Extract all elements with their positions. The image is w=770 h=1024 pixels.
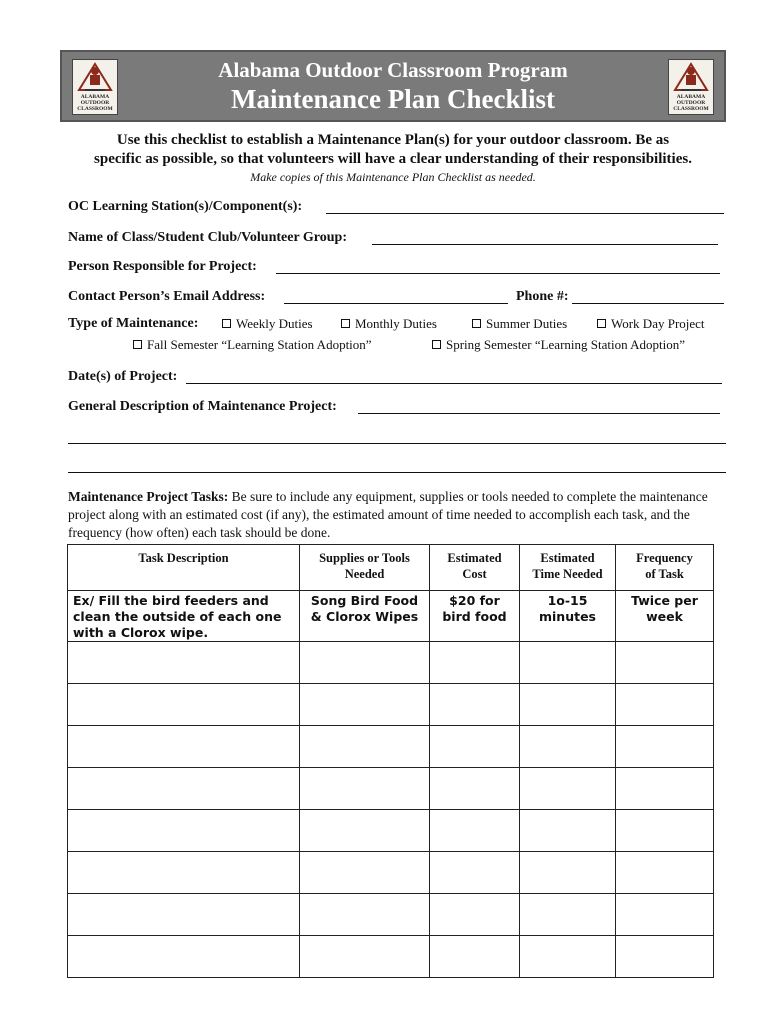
table-cell[interactable] xyxy=(300,936,430,978)
description-input-line[interactable] xyxy=(68,443,726,444)
table-cell[interactable] xyxy=(430,642,520,684)
table-cell[interactable] xyxy=(520,768,616,810)
tasks-table xyxy=(67,544,714,978)
table-row xyxy=(68,642,714,684)
option-label: Monthly Duties xyxy=(355,316,437,331)
table-row xyxy=(68,726,714,768)
option-label: Fall Semester “Learning Station Adoption” xyxy=(147,337,372,352)
table-cell[interactable] xyxy=(520,642,616,684)
table-row xyxy=(68,894,714,936)
checkbox-icon[interactable] xyxy=(472,319,481,328)
tasks-heading: Maintenance Project Tasks: xyxy=(68,489,229,504)
table-cell[interactable] xyxy=(300,810,430,852)
program-name: Alabama Outdoor Classroom Program xyxy=(218,58,568,82)
table-cell[interactable] xyxy=(616,810,714,852)
logo-text-line: OUTDOOR xyxy=(676,100,706,106)
description-input-line[interactable] xyxy=(358,413,720,414)
copies-note: Make copies of this Maintenance Plan Checklist as needed. xyxy=(250,170,536,184)
table-row xyxy=(68,810,714,852)
table-cell[interactable] xyxy=(68,726,300,768)
logo-text-line: CLASSROOM xyxy=(77,106,113,112)
example-frequency: Twice per week xyxy=(616,591,714,642)
page-title: Maintenance Plan Checklist xyxy=(231,84,555,114)
table-cell[interactable] xyxy=(300,642,430,684)
checkbox-icon[interactable] xyxy=(133,340,142,349)
program-logo-right xyxy=(668,59,714,115)
checkbox-icon[interactable] xyxy=(432,340,441,349)
station-input-line[interactable] xyxy=(326,213,724,214)
table-cell[interactable] xyxy=(300,726,430,768)
person-input-line[interactable] xyxy=(276,273,720,274)
table-cell[interactable] xyxy=(616,894,714,936)
dates-input-line[interactable] xyxy=(186,383,722,384)
table-cell[interactable] xyxy=(300,684,430,726)
table-cell[interactable] xyxy=(616,684,714,726)
table-cell[interactable] xyxy=(68,768,300,810)
option-spring-semester[interactable] xyxy=(432,337,685,353)
option-fall-semester[interactable] xyxy=(133,337,372,353)
logo-text-line: CLASSROOM xyxy=(673,106,709,112)
dates-label: Date(s) of Project: xyxy=(68,369,178,384)
table-cell[interactable] xyxy=(68,936,300,978)
table-cell[interactable] xyxy=(68,852,300,894)
example-row xyxy=(68,591,714,642)
col-header-cost: Estimated Cost xyxy=(430,545,520,591)
checkbox-icon[interactable] xyxy=(597,319,606,328)
option-weekly-duties[interactable] xyxy=(222,316,313,332)
example-cost: $20 for bird food xyxy=(430,591,520,642)
col-header-supplies: Supplies or Tools Needed xyxy=(300,545,430,591)
table-cell[interactable] xyxy=(616,642,714,684)
table-cell[interactable] xyxy=(520,810,616,852)
table-cell[interactable] xyxy=(520,726,616,768)
table-cell[interactable] xyxy=(520,684,616,726)
table-cell[interactable] xyxy=(68,894,300,936)
table-cell[interactable] xyxy=(520,852,616,894)
intro-line-2: specific as possible, so that volunteers will have a clear understanding of their responsibilities. xyxy=(94,151,692,167)
col-header-frequency: Frequency of Task xyxy=(616,545,714,591)
option-monthly-duties[interactable] xyxy=(341,316,437,332)
table-cell[interactable] xyxy=(520,936,616,978)
logo-text-line: OUTDOOR xyxy=(80,100,110,106)
table-header-row xyxy=(68,545,714,591)
table-cell[interactable] xyxy=(430,810,520,852)
table-row xyxy=(68,684,714,726)
table-row xyxy=(68,936,714,978)
table-row xyxy=(68,768,714,810)
maintenance-type-label: Type of Maintenance: xyxy=(68,316,199,331)
example-task: Ex/ Fill the bird feeders and clean the outside of each one with a Clorox wipe. xyxy=(68,591,300,642)
table-cell[interactable] xyxy=(616,852,714,894)
header-banner xyxy=(60,50,726,122)
checkbox-icon[interactable] xyxy=(222,319,231,328)
table-cell[interactable] xyxy=(616,768,714,810)
option-work-day-project[interactable] xyxy=(597,316,705,332)
tasks-text: Be sure to include any equipment, supplies or tools needed to complete the maintenance project along with an estimated cost (if any), the estimated amount of time needed to accomplish each task, and the frequency (how often) each task should be done. xyxy=(68,489,708,540)
table-cell[interactable] xyxy=(68,642,300,684)
logo-text-line: ALABAMA xyxy=(80,94,110,100)
example-supplies: Song Bird Food & Clorox Wipes xyxy=(300,591,430,642)
table-cell[interactable] xyxy=(616,936,714,978)
table-cell[interactable] xyxy=(430,894,520,936)
table-cell[interactable] xyxy=(68,684,300,726)
table-cell[interactable] xyxy=(300,768,430,810)
option-label: Work Day Project xyxy=(611,316,705,331)
table-cell[interactable] xyxy=(300,852,430,894)
option-label: Spring Semester “Learning Station Adoption” xyxy=(446,337,686,352)
option-label: Weekly Duties xyxy=(236,316,313,331)
email-input-line[interactable] xyxy=(284,303,508,304)
table-cell[interactable] xyxy=(68,810,300,852)
description-label: General Description of Maintenance Project: xyxy=(68,399,337,414)
phone-label: Phone #: xyxy=(516,289,569,304)
example-time: 1o-15 minutes xyxy=(520,591,616,642)
table-cell[interactable] xyxy=(430,726,520,768)
logo-text-line: ALABAMA xyxy=(676,94,706,100)
table-cell[interactable] xyxy=(520,894,616,936)
option-summer-duties[interactable] xyxy=(472,316,567,332)
table-cell[interactable] xyxy=(300,894,430,936)
phone-input-line[interactable] xyxy=(572,303,724,304)
group-input-line[interactable] xyxy=(372,244,718,245)
table-cell[interactable] xyxy=(430,768,520,810)
station-label: OC Learning Station(s)/Component(s): xyxy=(68,199,303,214)
intro-line-1: Use this checklist to establish a Maintenance Plan(s) for your outdoor classroom. Be as xyxy=(116,132,670,148)
checkbox-icon[interactable] xyxy=(341,319,350,328)
email-label: Contact Person’s Email Address: xyxy=(68,289,266,304)
description-input-line[interactable] xyxy=(68,472,726,473)
tasks-instructions xyxy=(68,488,728,542)
table-cell[interactable] xyxy=(430,936,520,978)
person-label: Person Responsible for Project: xyxy=(68,259,257,274)
table-cell[interactable] xyxy=(616,726,714,768)
option-label: Summer Duties xyxy=(486,316,568,331)
table-cell[interactable] xyxy=(430,684,520,726)
group-label: Name of Class/Student Club/Volunteer Group: xyxy=(68,230,348,245)
table-row xyxy=(68,852,714,894)
table-cell[interactable] xyxy=(430,852,520,894)
col-header-time: Estimated Time Needed xyxy=(520,545,616,591)
col-header-task: Task Description xyxy=(68,545,300,591)
